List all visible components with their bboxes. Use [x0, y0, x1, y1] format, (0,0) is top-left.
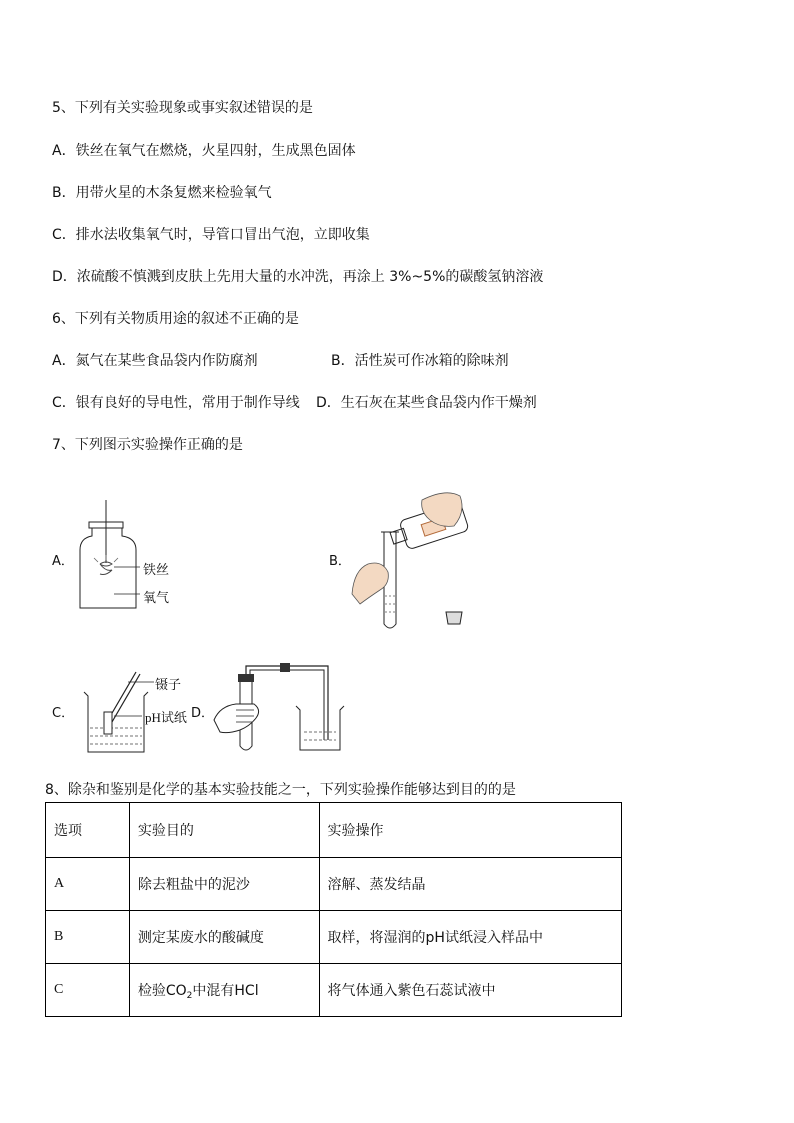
header-option: 选项 [46, 803, 130, 858]
q7-fig-b-letter: B． [329, 554, 351, 569]
table-header-row [46, 803, 622, 858]
q6-option-c: C．银有良好的导电性，常用于制作导线 [52, 395, 300, 411]
row-c-operation: 将气体通入紫色石蕊试液中 [319, 964, 621, 1017]
row-c-goal-post: 中混有HCl [192, 982, 259, 999]
row-a-goal: 除去粗盐中的泥沙 [129, 858, 319, 911]
row-b-option: B [46, 911, 130, 964]
row-c-goal-sub: 2 [186, 990, 193, 1001]
row-a-operation: 溶解、蒸发结晶 [319, 858, 621, 911]
q5-option-b: B．用带火星的木条复燃来检验氧气 [52, 185, 272, 201]
q8-options-table [45, 802, 622, 1017]
q7-fig-d-image [210, 660, 370, 756]
q7-fig-c-letter: C． [52, 706, 75, 721]
row-a-option: A [46, 858, 130, 911]
row-b-operation: 取样，将湿润的pH试纸浸入样品中 [319, 911, 621, 964]
q5-option-a: A．铁丝在氧气在燃烧，火星四射，生成黑色固体 [52, 143, 356, 159]
header-operation: 实验操作 [319, 803, 621, 858]
table-row [46, 964, 622, 1017]
q6-stem: 6、下列有关物质用途的叙述不正确的是 [52, 311, 299, 327]
q7-stem: 7、下列图示实验操作正确的是 [52, 437, 243, 453]
q8-stem: 8、除杂和鉴别是化学的基本实验技能之一，下列实验操作能够达到目的的是 [45, 782, 516, 798]
q7-fig-b-image [350, 486, 475, 632]
row-c-goal [129, 964, 319, 1017]
q5-option-d: D．浓硫酸不慎溅到皮肤上先用大量的水冲洗，再涂上 3%~5%的碳酸氢钠溶液 [52, 269, 544, 285]
row-b-goal: 测定某废水的酸碱度 [129, 911, 319, 964]
q7-fig-c-label-paper: pH试纸 [145, 710, 187, 725]
row-c-goal-pre: 检验CO [137, 982, 187, 999]
q7-fig-c-label-tweezers: 镊子 [155, 678, 182, 693]
q6-option-b: B．活性炭可作冰箱的除味剂 [331, 353, 509, 369]
q5-stem: 5、下列有关实验现象或事实叙述错误的是 [52, 100, 313, 116]
q5-option-c: C．排水法收集氧气时，导管口冒出气泡，立即收集 [52, 227, 370, 243]
q7-fig-a-image [70, 498, 190, 613]
q6-option-a: A．氮气在某些食品袋内作防腐剂 [52, 353, 258, 369]
row-c-option: C [46, 964, 130, 1017]
q6-option-d: D．生石灰在某些食品袋内作干燥剂 [316, 395, 537, 411]
q7-fig-a-label-wire: 铁丝 [143, 563, 170, 578]
table-row [46, 911, 622, 964]
table-row [46, 858, 622, 911]
q7-fig-a-letter: A． [52, 554, 74, 569]
header-goal: 实验目的 [129, 803, 319, 858]
q7-fig-a-label-gas: 氧气 [143, 591, 170, 606]
q7-fig-d-letter: D． [191, 706, 215, 721]
